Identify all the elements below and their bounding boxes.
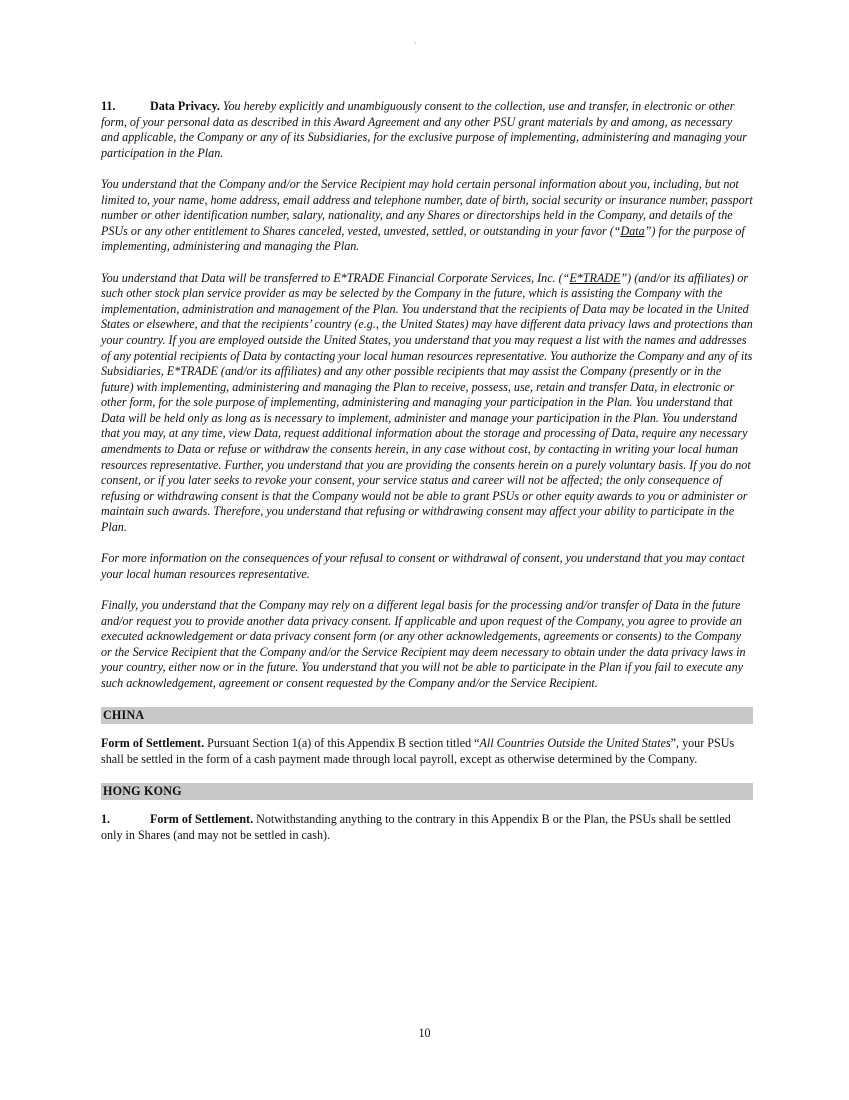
page-number: 10 xyxy=(418,1026,431,1040)
paragraph-text: You hereby explicitly and unambiguously consent to the collection, use and transfer, in electronic or other form, of your personal data as described in this Award Agreement and any other PSU grant materials by and among, as necessary and applicable, the Company or any of its Subsidiaries, for the exclusive purpose of implementing, administering and managing your participation in the Plan. xyxy=(101,99,747,160)
paragraph-data-transfer xyxy=(101,271,753,536)
defined-term: Data xyxy=(620,223,645,238)
paragraph-text: Pursuant Section 1(a) of this Appendix B section titled “ xyxy=(204,736,480,751)
paragraph-legal-basis: Finally, you understand that the Company may rely on a different legal basis for the processing and/or transfer of Data in the future and/or request you to provide another data privacy consent. If applicable and upon request of the Company, you agree to provide an executed acknowledgement or data privacy consent form (or any other acknowledgements, agreements or consents) to the Company or the Service Recipient that the Company and/or the Service Recipient may deem necessary to obtain under the data privacy laws in your country, either now or in the future. You understand that you will not be able to participate in the Plan if you fail to execute any such acknowledgement, agreement or consent requested by the Company and/or the Service Recipient. xyxy=(101,598,746,690)
paragraph-text: You understand that Data will be transferred to E*TRADE Financial Corporate Services, Inc. (“ xyxy=(101,270,570,285)
section-heading: Form of Settlement. xyxy=(150,811,254,826)
section-reference: All Countries Outside the United States xyxy=(479,736,671,751)
scan-mark: · xyxy=(414,39,417,48)
country-heading-china: CHINA xyxy=(101,707,753,724)
section-heading: Form of Settlement. xyxy=(101,736,205,751)
section-11-intro xyxy=(101,99,753,161)
hong-kong-form-of-settlement xyxy=(101,812,753,843)
paragraph-text: ”, your PSUs shall be settled in the form of a cash payment made through local payroll, except as otherwise determined by the Company. xyxy=(101,736,735,766)
paragraph-more-information: For more information on the consequences of your refusal to consent or withdrawal of consent, you understand that you may contact your local human resources representative. xyxy=(101,551,745,581)
section-heading: Data Privacy. xyxy=(150,99,220,113)
paragraph-personal-info xyxy=(101,177,753,255)
china-form-of-settlement xyxy=(101,736,753,767)
defined-term: E*TRADE xyxy=(569,270,621,285)
paragraph-text: ”) (and/or its affiliates) or such other stock plan service provider as may be selected by the Company in the future, which is assisting the Company with the implementation, administration and management of the Plan. You understand that the recipients of Data may be located in the United States or elsewhere, and that the recipients’ country (e.g., the United States) may have different data privacy laws and protections than your country. If you are employed outside the United States, you understand that you may request a list with the names and addresses of any potential recipients of Data by contacting your local human resources representative. You authorize the Company and any of its Subsidiaries, E*TRADE (and/or its affiliates) and any other possible recipients that may assist the Company (presently or in the future) with implementing, administering and managing the Plan to receive, possess, use, retain and transfer Data, in electronic or other form, for the sole purpose of implementing, administering and managing your participation in the Plan. You understand that Data will be held only as long as is necessary to implement, administer and manage your participation in the Plan. You understand that you may, at any time, view Data, request additional information about the storage and processing of Data, require any necessary amendments to Data or refuse or withdraw the consents herein, in any case without cost, by contacting in writing your local human resources representative. Further, you understand that you are providing the consents herein on a purely voluntary basis. If you do not consent, or if you later seeks to revoke your consent, your service status and career will not be affected; the only consequence of refusing or withdrawing consent is that the Company would not be able to grant PSUs or other equity awards to you or administer or maintain such awards. Therefore, you understand that refusing or withdrawing consent may affect your ability to participate in the Plan. xyxy=(101,270,753,535)
paragraph-text: You understand that the Company and/or the Service Recipient may hold certain personal information about you, including, but not limited to, your name, home address, email address and telephone number, date of birth, social security or insurance number, passport number or other identification number, salary, nationality, and any Shares or directorships held in the Company, and details of the PSUs or any other entitlement to Shares canceled, vested, unvested, settled, or outstanding in your favor (“ xyxy=(101,176,753,238)
paragraph-text: Notwithstanding anything to the contrary in this Appendix B or the Plan, the PSUs shall be settled only in Shares (and may not be settled in cash). xyxy=(101,811,731,842)
country-heading-hong-kong: HONG KONG xyxy=(101,783,753,800)
section-number: 1. xyxy=(101,811,111,826)
paragraph-text: ”) for the purpose of implementing, administering and managing the Plan. xyxy=(101,223,745,254)
page-content xyxy=(101,99,753,859)
section-number: 11. xyxy=(101,99,116,113)
